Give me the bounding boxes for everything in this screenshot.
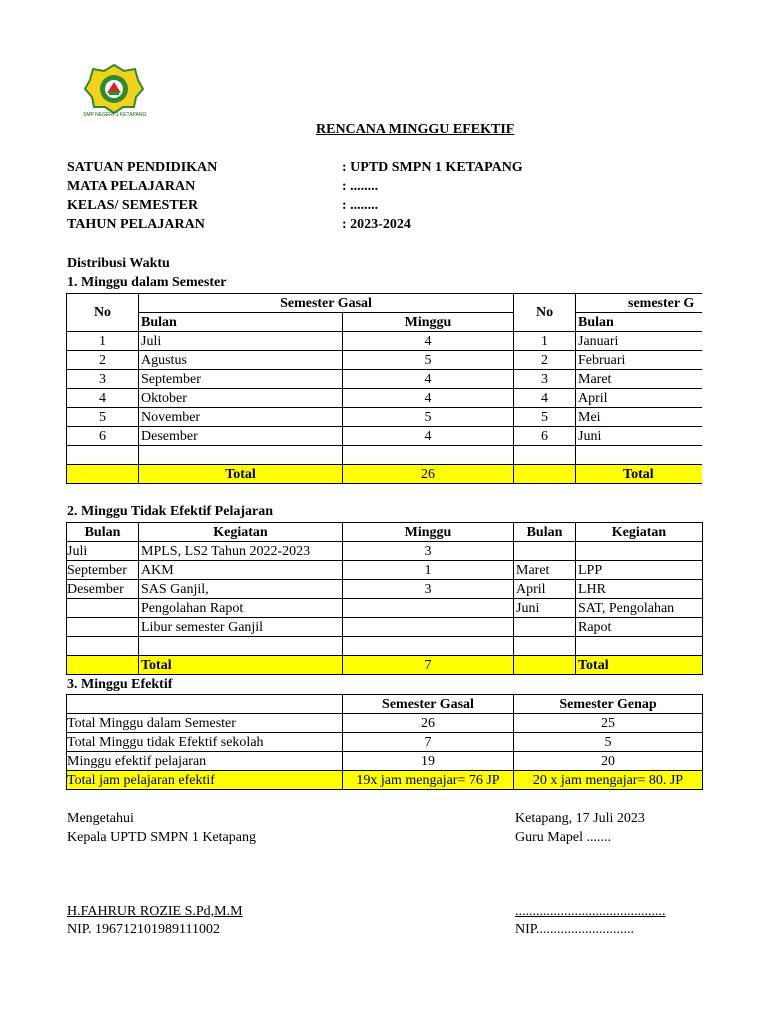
section1-heading: 1. Minggu dalam Semester xyxy=(67,275,227,290)
table-row xyxy=(67,542,703,561)
table-row xyxy=(67,561,703,580)
cell-label: Minggu efektif pelajaran xyxy=(67,752,343,771)
cell-no: 3 xyxy=(67,370,139,389)
no2-header: No xyxy=(514,294,576,332)
table-row xyxy=(67,599,703,618)
section1-table xyxy=(66,293,702,484)
sign-right-name: ........................................... xyxy=(515,904,666,919)
cell-minggu: 5 xyxy=(343,408,514,427)
cell-minggu xyxy=(343,599,514,618)
cell-bulan2: Juni xyxy=(514,599,576,618)
table-row xyxy=(67,389,703,408)
cell-bulan2 xyxy=(514,542,576,561)
cell-bulan2: Maret xyxy=(514,561,576,580)
section3-heading: 3. Minggu Efektif xyxy=(67,677,173,692)
cell-kegiatan2: SAT, Pengolahan xyxy=(576,599,703,618)
cell-bulan2: Juni xyxy=(576,427,702,446)
cell-bulan2: Februari xyxy=(576,351,702,370)
sign-right-line1: Ketapang, 17 Juli 2023 xyxy=(515,811,645,826)
cell-no: 2 xyxy=(67,351,139,370)
section3-table xyxy=(66,694,703,790)
section2-heading: 2. Minggu Tidak Efektif Pelajaran xyxy=(67,504,274,519)
identity-label-1: SATUAN PENDIDIKAN xyxy=(67,160,218,175)
empty-cell xyxy=(514,446,576,465)
total-value: 26 xyxy=(343,465,514,484)
header-genap: Semester Genap xyxy=(514,695,703,714)
table-row xyxy=(67,580,703,599)
empty-cell xyxy=(343,637,514,656)
sign-right-line2: Guru Mapel ....... xyxy=(515,830,612,845)
cell-no2: 2 xyxy=(514,351,576,370)
identity-value-2: : ........ xyxy=(342,179,379,194)
header-bulan-2: Bulan xyxy=(514,523,576,542)
cell-gasal: 26 xyxy=(343,714,514,733)
cell-kegiatan: MPLS, LS2 Tahun 2022-2023 xyxy=(139,542,343,561)
cell-bulan2 xyxy=(514,618,576,637)
cell-bulan2: Maret xyxy=(576,370,702,389)
total-row xyxy=(67,771,703,790)
cell-minggu: 4 xyxy=(343,332,514,351)
cell-bulan: Desember xyxy=(139,427,343,446)
total-label: Total jam pelajaran efektif xyxy=(67,771,343,790)
cell-bulan xyxy=(67,599,139,618)
cell-bulan: Juli xyxy=(139,332,343,351)
cell-genap: 5 xyxy=(514,733,703,752)
cell-gasal: 7 xyxy=(343,733,514,752)
sign-left-name: H.FAHRUR ROZIE S.Pd,M.M xyxy=(67,904,243,919)
cell-genap: 25 xyxy=(514,714,703,733)
total-label-2: Total xyxy=(576,465,702,484)
cell-bulan: Juli xyxy=(67,542,139,561)
cell-no: 4 xyxy=(67,389,139,408)
empty-cell xyxy=(67,465,139,484)
identity-label-4: TAHUN PELAJARAN xyxy=(67,217,205,232)
cell-no: 1 xyxy=(67,332,139,351)
cell-kegiatan: SAS Ganjil, xyxy=(139,580,343,599)
total-gasal: 19x jam mengajar= 76 JP xyxy=(343,771,514,790)
cell-no2: 1 xyxy=(514,332,576,351)
cell-kegiatan: Pengolahan Rapot xyxy=(139,599,343,618)
section2-table xyxy=(66,522,703,675)
cell-no2: 4 xyxy=(514,389,576,408)
cell-kegiatan2: LPP xyxy=(576,561,703,580)
page-title: RENCANA MINGGU EFEKTIF xyxy=(316,122,515,137)
cell-minggu: 3 xyxy=(343,542,514,561)
empty-cell xyxy=(139,446,343,465)
cell-bulan xyxy=(67,618,139,637)
identity-value-3: : ........ xyxy=(342,198,379,213)
empty-cell xyxy=(67,656,139,675)
total-label: Total xyxy=(139,656,343,675)
cell-bulan: September xyxy=(67,561,139,580)
sign-left-nip: NIP. 196712101989111002 xyxy=(67,922,220,937)
table-row xyxy=(67,332,703,351)
sign-right-nip: NIP............................ xyxy=(515,922,635,937)
total-genap: 20 x jam mengajar= 80. JP xyxy=(514,771,703,790)
cell-bulan2: April xyxy=(576,389,702,408)
empty-row xyxy=(67,637,703,656)
cell-bulan: Oktober xyxy=(139,389,343,408)
cell-minggu: 4 xyxy=(343,389,514,408)
cell-minggu: 1 xyxy=(343,561,514,580)
table-row xyxy=(67,408,703,427)
cell-kegiatan: Libur semester Ganjil xyxy=(139,618,343,637)
cell-bulan: September xyxy=(139,370,343,389)
cell-minggu: 4 xyxy=(343,427,514,446)
cell-minggu: 3 xyxy=(343,580,514,599)
school-logo xyxy=(83,63,145,121)
section1-table-wrap xyxy=(66,293,702,485)
empty-cell xyxy=(139,637,343,656)
cell-bulan2: Januari xyxy=(576,332,702,351)
cell-minggu: 5 xyxy=(343,351,514,370)
bulan-header: Bulan xyxy=(139,313,343,332)
cell-no: 6 xyxy=(67,427,139,446)
cell-bulan2: Mei xyxy=(576,408,702,427)
empty-cell xyxy=(67,695,343,714)
table-row xyxy=(67,370,703,389)
empty-cell xyxy=(576,446,702,465)
empty-cell xyxy=(67,446,139,465)
table-row xyxy=(67,618,703,637)
no-header: No xyxy=(67,294,139,332)
logo-text: SMP NEGERI 1 KETAPANG xyxy=(83,112,147,118)
table-row xyxy=(67,752,703,771)
cell-label: Total Minggu dalam Semester xyxy=(67,714,343,733)
minggu-header: Minggu xyxy=(343,313,514,332)
gasal-header: Semester Gasal xyxy=(139,294,514,313)
cell-kegiatan2 xyxy=(576,542,703,561)
sign-left-line1: Mengetahui xyxy=(67,811,134,826)
table-row xyxy=(67,427,703,446)
header-kegiatan-2: Kegiatan xyxy=(576,523,703,542)
empty-cell xyxy=(576,637,703,656)
cell-gasal: 19 xyxy=(343,752,514,771)
cell-genap: 20 xyxy=(514,752,703,771)
cell-no: 5 xyxy=(67,408,139,427)
cell-kegiatan2: Rapot xyxy=(576,618,703,637)
header-bulan: Bulan xyxy=(67,523,139,542)
cell-no2: 5 xyxy=(514,408,576,427)
cell-bulan: Agustus xyxy=(139,351,343,370)
total-row xyxy=(67,656,703,675)
cell-minggu: 4 xyxy=(343,370,514,389)
total-row xyxy=(67,465,703,484)
header-minggu: Minggu xyxy=(343,523,514,542)
total-value: 7 xyxy=(343,656,514,675)
header-gasal: Semester Gasal xyxy=(343,695,514,714)
identity-value-4: : 2023-2024 xyxy=(342,217,411,232)
empty-row xyxy=(67,446,703,465)
identity-value-1: : UPTD SMPN 1 KETAPANG xyxy=(342,160,523,175)
cell-minggu xyxy=(343,618,514,637)
cell-bulan2: April xyxy=(514,580,576,599)
sign-left-line2: Kepala UPTD SMPN 1 Ketapang xyxy=(67,830,256,845)
cell-label: Total Minggu tidak Efektif sekolah xyxy=(67,733,343,752)
cell-kegiatan: AKM xyxy=(139,561,343,580)
cell-kegiatan2: LHR xyxy=(576,580,703,599)
identity-label-2: MATA PELAJARAN xyxy=(67,179,196,194)
table-row xyxy=(67,351,703,370)
identity-label-3: KELAS/ SEMESTER xyxy=(67,198,199,213)
table-row xyxy=(67,714,703,733)
distribusi-label: Distribusi Waktu xyxy=(67,256,170,271)
cell-bulan: November xyxy=(139,408,343,427)
header-kegiatan: Kegiatan xyxy=(139,523,343,542)
cell-bulan: Desember xyxy=(67,580,139,599)
empty-cell xyxy=(514,465,576,484)
bulan2-header: Bulan xyxy=(576,313,702,332)
empty-cell xyxy=(514,637,576,656)
genap-header: semester G xyxy=(576,294,702,313)
empty-cell xyxy=(343,446,514,465)
empty-cell xyxy=(67,637,139,656)
empty-cell xyxy=(514,656,576,675)
cell-no2: 3 xyxy=(514,370,576,389)
total-label: Total xyxy=(139,465,343,484)
total-label-2: Total xyxy=(576,656,703,675)
cell-no2: 6 xyxy=(514,427,576,446)
table-row xyxy=(67,733,703,752)
